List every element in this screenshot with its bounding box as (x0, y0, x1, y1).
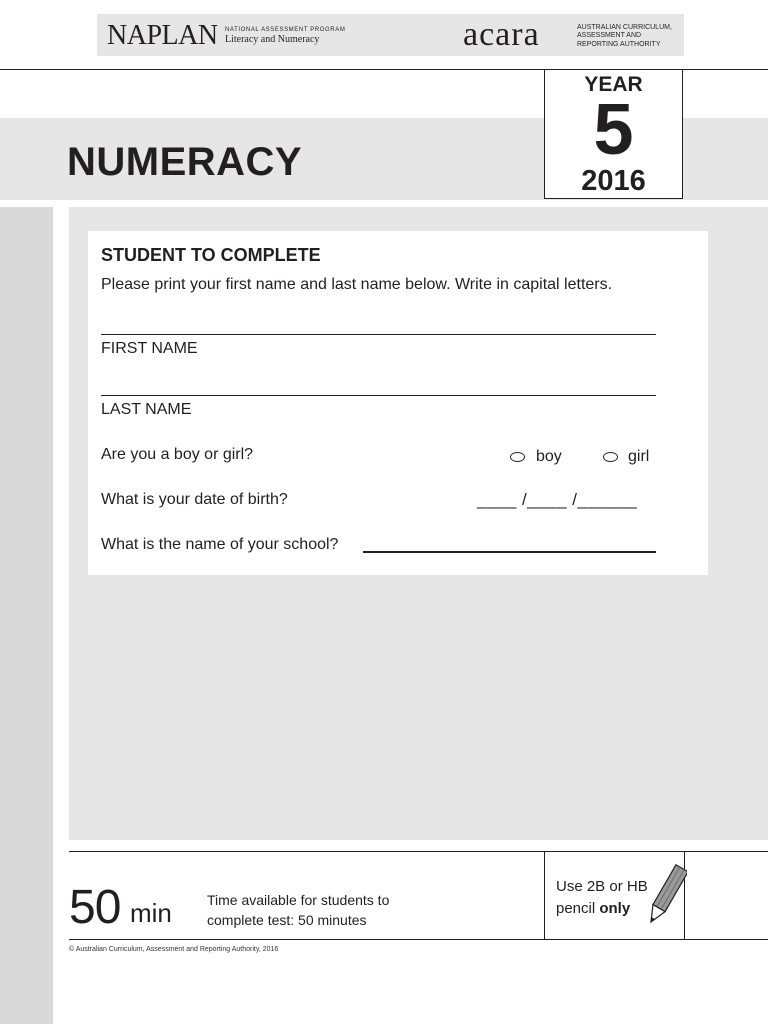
pencil-line-2-text: pencil (556, 900, 600, 917)
last-name-field[interactable] (101, 395, 656, 396)
dob-question: What is your date of birth? (101, 491, 288, 508)
student-form (88, 231, 708, 575)
test-year: 2016 (581, 165, 646, 197)
girl-option-label: girl (628, 448, 650, 465)
acara-line-2: ASSESSMENT AND (577, 32, 642, 40)
header-banner (97, 14, 684, 56)
time-minutes: 50 (69, 881, 121, 934)
left-margin-strip (0, 207, 53, 1024)
naplan-logo: NAPLAN (107, 20, 218, 51)
copyright-notice: © Australian Curriculum, Assessment and Reporting Authority, 2016 (69, 946, 279, 953)
year-box (544, 69, 683, 199)
naplan-program-text: NATIONAL ASSESSMENT PROGRAM (225, 27, 346, 33)
boy-radio-bubble[interactable] (510, 452, 525, 462)
time-line-2: complete test: 50 minutes (207, 912, 367, 928)
boy-option-label: boy (536, 448, 562, 465)
naplan-literacy-text: Literacy and Numeracy (225, 34, 320, 45)
acara-subtitle (577, 24, 672, 49)
naplan-subtitle (225, 27, 345, 45)
dob-field[interactable]: ____ /____ /______ (477, 490, 638, 509)
form-instruction: Please print your first name and last name below. Write in capital letters. (101, 276, 613, 293)
pencil-box (544, 851, 685, 940)
first-name-field[interactable] (101, 334, 656, 335)
page-title: NUMERACY (67, 140, 303, 184)
pencil-only-text: only (599, 900, 631, 917)
girl-radio-bubble[interactable] (603, 452, 618, 462)
gender-question: Are you a boy or girl? (101, 446, 254, 463)
school-question: What is the name of your school? (101, 536, 339, 553)
pencil-line-1: Use 2B or HB (556, 878, 648, 895)
time-unit: min (130, 898, 172, 928)
last-name-label: LAST NAME (101, 401, 192, 418)
time-line-1: Time available for students to (207, 892, 390, 908)
pencil-icon (645, 862, 687, 930)
school-name-field[interactable] (363, 551, 656, 553)
acara-line-1: AUSTRALIAN CURRICULUM, (577, 24, 672, 31)
time-description (207, 890, 389, 930)
first-name-label: FIRST NAME (101, 340, 198, 357)
form-heading: STUDENT TO COMPLETE (101, 245, 321, 265)
pencil-line-2 (556, 898, 648, 920)
year-number: 5 (593, 90, 634, 170)
acara-line-3: REPORTING AUTHORITY (577, 40, 661, 48)
year-label: YEAR (584, 73, 643, 96)
pencil-instruction (556, 876, 648, 920)
acara-logo: acara (463, 16, 540, 53)
